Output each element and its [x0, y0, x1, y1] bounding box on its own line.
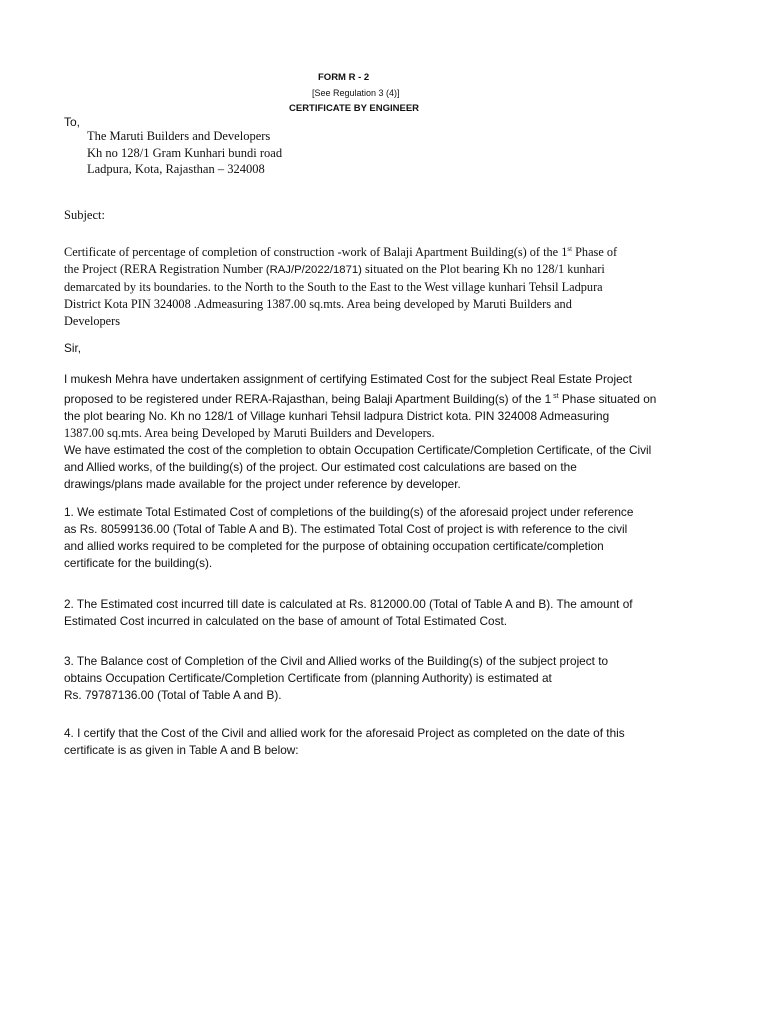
certificate-title: CERTIFICATE BY ENGINEER [289, 103, 420, 114]
address-line-2: Kh no 128/1 Gram Kunhari bundi road [87, 146, 283, 160]
item-1 [64, 504, 664, 572]
item-3 [64, 653, 664, 704]
item-3-line-2: obtains Occupation Certificate/Completion Certificate from (planning Authority) is estimated at [64, 671, 552, 685]
item-4-line-2: certificate is as given in Table A and B below: [64, 743, 299, 757]
intro-line-7: drawings/plans made available for the project under reference by developer. [64, 476, 461, 491]
subject-line-4: District Kota PIN 324008 .Admeasuring 1387.00 sq.mts. Area being developed by Maruti Builders and [64, 297, 572, 312]
item-1-line-3: and allied works required to be completed for the purpose of obtaining occupation certificate/completion [64, 539, 604, 553]
item-4-line-1: 4. I certify that the Cost of the Civil and allied work for the aforesaid Project as completed on the date of this [64, 726, 625, 740]
salutation: Sir, [64, 341, 82, 355]
item-3-line-1: 3. The Balance cost of Completion of the Civil and Allied works of the Building(s) of the subject project to [64, 654, 609, 668]
subject-paragraph [64, 241, 664, 330]
item-4 [64, 725, 664, 759]
intro-line-6: and Allied works, of the building(s) of the project. Our estimated cost calculations are based on the [64, 459, 577, 474]
subject-line-1: Certificate of percentage of completion of construction -work of Balaji Apartment Building(s) of the 1st Phase of [64, 245, 618, 260]
form-title: FORM R - 2 [318, 72, 370, 83]
item-2-line-2: Estimated Cost incurred in calculated on the base of amount of Total Estimated Cost. [64, 614, 508, 628]
item-1-line-2: as Rs. 80599136.00 (Total of Table A and B). The estimated Total Cost of project is with reference to the civil [64, 522, 628, 536]
item-1-line-4: certificate for the building(s). [64, 556, 213, 570]
subject-line-5: Developers [64, 314, 120, 329]
regulation-reference: [See Regulation 3 (4)] [312, 88, 400, 98]
subject-line-3: demarcated by its boundaries. to the North to the South to the East to the West village kunhari Tehsil Ladpura [64, 280, 603, 295]
intro-paragraph [64, 371, 664, 493]
intro-line-2: proposed to be registered under RERA-Rajasthan, being Balaji Apartment Building(s) of the 1 $^{st}$ Phase situated on [64, 391, 657, 406]
address-line-3: Ladpura, Kota, Rajasthan – 324008 [87, 162, 265, 176]
intro-line-5: We have estimated the cost of the completion to obtain Occupation Certificate/Completion Certificate, of the Civil [64, 442, 652, 457]
address-line-1: The Maruti Builders and Developers [87, 129, 271, 143]
intro-line-1: I mukesh Mehra have undertaken assignment of certifying Estimated Cost for the subject Real Estate Project [64, 372, 632, 386]
item-2 [64, 596, 664, 630]
intro-line-4: 1387.00 sq.mts. Area being Developed by Maruti Builders and Developers. [64, 425, 435, 440]
item-2-line-1: 2. The Estimated cost incurred till date is calculated at Rs. 812000.00 (Total of Table A and B). The amount of [64, 597, 633, 611]
to-label: To, [64, 115, 81, 129]
subject-label: Subject: [64, 208, 105, 222]
item-1-line-1: 1. We estimate Total Estimated Cost of completions of the building(s) of the aforesaid project under reference [64, 505, 634, 519]
subject-line-2: the Project (RERA Registration Number (RAJ/P/2022/1871) situated on the Plot bearing Kh no 128/1 kunhari [64, 262, 605, 277]
intro-line-3: the plot bearing No. Kh no 128/1 of Village kunhari Tehsil ladpura District kota. PIN 324008 Admeasuring [64, 408, 610, 423]
item-3-line-3: Rs. 79787136.00 (Total of Table A and B). [64, 688, 282, 702]
